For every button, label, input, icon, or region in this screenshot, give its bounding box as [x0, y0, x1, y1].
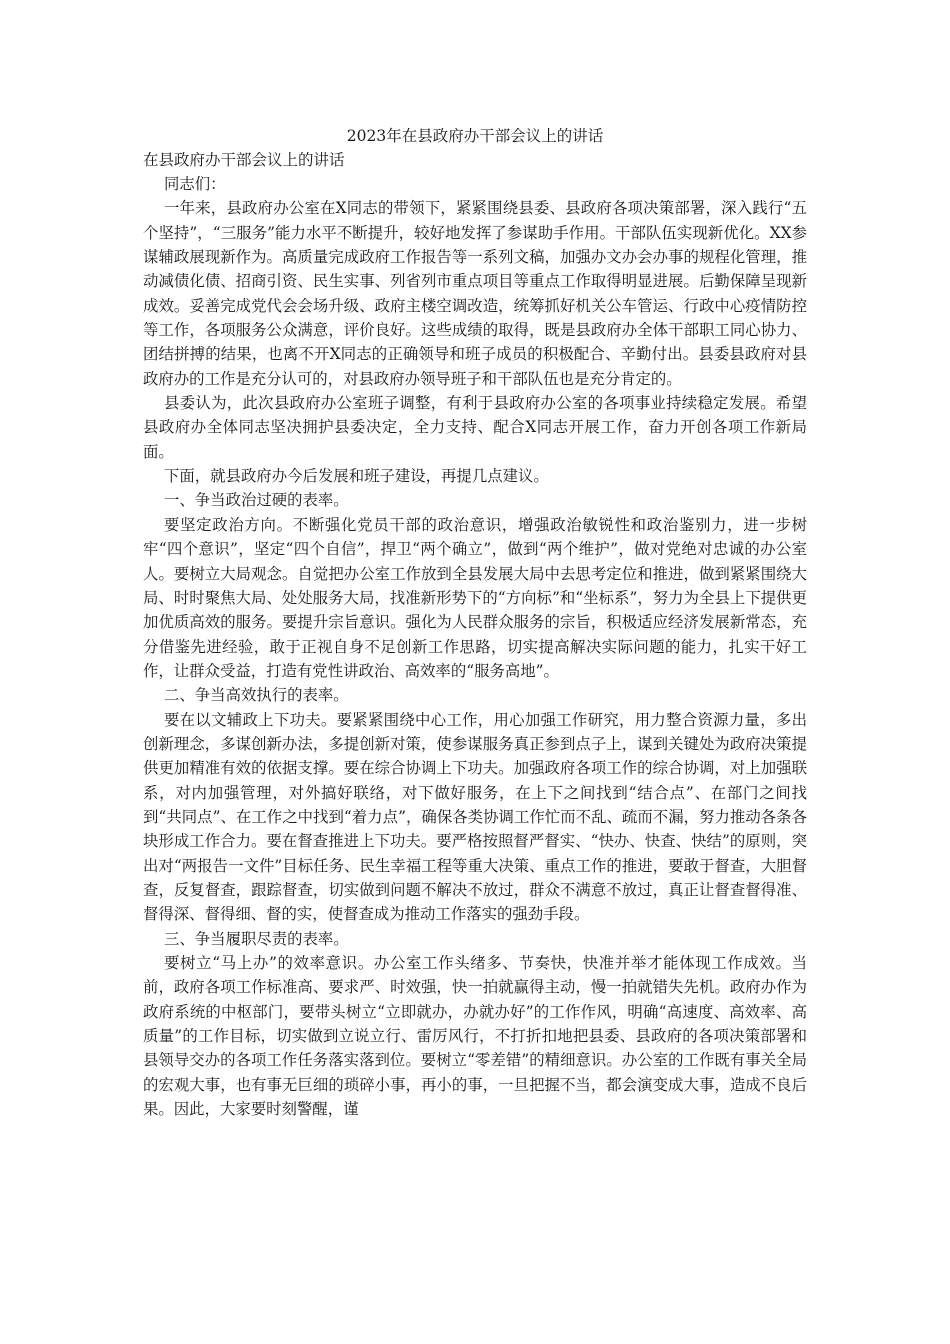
salutation: 同志们： — [164, 175, 226, 193]
section-body: 要坚定政治方向。不断强化党员干部的政治意识，增强政治敏锐性和政治鉴别力，进一步树牢“四个意识”，坚定“四个自信”，捍卫“两个确立”，做到“两个维护”，做对党绝对忠诚的办公室人。要树立大局观念。自觉把办公室工作放到全县发展大局中去思考定位和推进，做到紧紧围绕大局、时时聚焦大局、处处服务大局，找准新形势下的“方向标”和“坐标系”，努力为全县上下提供更加优质高效的服务。要提升宗旨意识。强化为人民群众服务的宗旨，积极适应经济发展新常态，充分借鉴先进经验，敢于正视自身不足创新工作思路，切实提高解决实际问题的能力，扎实干好工作，让群众受益，打造有党性讲政治、高效率的“服务高地”。 — [143, 515, 807, 680]
section-body: 要在以文辅政上下功夫。要紧紧围绕中心工作，用心加强工作研究，用力整合资源力量，多出创新理念，多谋创新办法，多提创新对策，使参谋服务真正参到点子上，谋到关键处为政府决策提供更加精准有效的依据支撑。要在综合协调上下功夫。加强政府各项工作的综合协调，对上加强联系，对内加强管理，对外搞好联络，对下做好服务，在上下之间找到“结合点”、在部门之间找到“共同点”、在工作之中找到“着力点”，确保各类协调工作忙而不乱、疏而不漏，努力推动各条各块形成工作合力。要在督查推进上下功夫。要严格按照督严督实、“快办、快查、快结”的原则，突出对“两报告一文件”目标任务、民生幸福工程等重大决策、重点工作的推进，要敢于督查，大胆督查，反复督查，跟踪督查，切实做到问题不解决不放过，群众不满意不放过，真正让督查督得准、督得深、督得细、督的实，使督查成为推动工作落实的强劲手段。 — [143, 710, 807, 924]
document-body — [143, 124, 807, 1121]
document-title: 2023年在县政府办干部会议上的讲话 — [346, 127, 604, 145]
paragraph: 县委认为，此次县政府办公室班子调整，有利于县政府办公室的各项事业持续稳定发展。希望县政府办全体同志坚决拥护县委决定，全力支持、配合X同志开展工作，奋力开创各项工作新局面。 — [143, 394, 807, 461]
paragraph: 下面，就县政府办今后发展和班子建设，再提几点建议。 — [164, 467, 549, 486]
section-heading: 三、争当履职尽责的表率。 — [164, 929, 349, 948]
section-heading: 一、争当政治过硬的表率。 — [164, 491, 349, 510]
document-subtitle: 在县政府办干部会议上的讲话 — [143, 151, 345, 169]
section-heading: 二、争当高效执行的表率。 — [164, 686, 349, 705]
section-body: 要树立“马上办”的效率意识。办公室工作头绪多、节奏快，快准并举才能体现工作成效。当前，政府各项工作标准高、要求严、时效强，快一拍就赢得主动，慢一拍就错失先机。政府办作为政府系统的中枢部门，要带头树立“立即就办，办就办好”的工作作风，明确“高速度、高效率、高质量”的工作目标，切实做到立说立行、雷厉风行，不打折扣地把县委、县政府的各项决策部署和县领导交办的各项工作任务落实落到位。要树立“零差错”的精细意识。办公室的工作既有事关全局的宏观大事，也有事无巨细的琐碎小事，再小的事，一旦把握不当，都会演变成大事，造成不良后果。因此，大家要时刻警醒，谨 — [143, 954, 807, 1119]
paragraph: 一年来，县政府办公室在X同志的带领下，紧紧围绕县委、县政府各项决策部署，深入践行“五个坚持”，“三服务”能力水平不断提升，较好地发挥了参谋助手作用。干部队伍实现新优化。XX参谋辅政展现新作为。高质量完成政府工作报告等一系列文稿，加强办文办会办事的规程化管理，推动减债化债、招商引资、民生实事、列省列市重点项目等重点工作取得明显进展。后勤保障呈现新成效。妥善完成党代会会场升级、政府主楼空调改造，统筹抓好机关公车管运、行政中心疫情防控等工作，各项服务公众满意，评价良好。这些成绩的取得，既是县政府办全体干部职工同心协力、团结拼搏的结果，也离不开X同志的正确领导和班子成员的积极配合、辛勤付出。县委县政府对县政府办的工作是充分认可的，对县政府办领导班子和干部队伍也是充分肯定的。 — [143, 199, 807, 388]
